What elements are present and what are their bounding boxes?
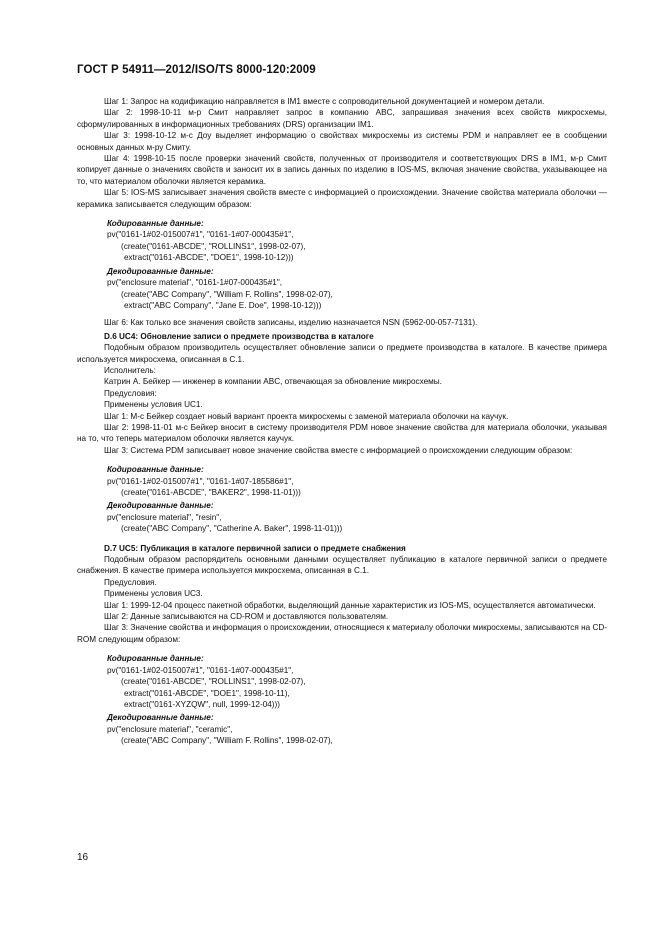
paragraph: Катрин А. Бейкер — инженер в компании ABC, отвечающая за обновление микросхемы. xyxy=(104,377,442,387)
paragraph: Исполнитель: xyxy=(104,365,156,375)
section-heading-d6: D.6 UC4: Обновление записи о предмете производства в каталоге xyxy=(104,331,374,341)
code-line: extract("0161-XYZQW", null, 1999-12-04))) xyxy=(124,699,280,709)
code-line: (create("0161-ABCDE", "BAKER2", 1998-11-01))) xyxy=(121,488,301,497)
code-line: pv("0161-1#02-015007#1", "0161-1#07-000435#1", xyxy=(107,665,294,675)
paragraph: Применены условия UC1. xyxy=(104,400,203,410)
code-line: (create("0161-ABCDE", "ROLLINS1", 1998-02-07), xyxy=(121,677,306,687)
paragraph-step-3: Шаг 3: Система PDM записывает новое значение свойства вместе с информацией о происхождении следующим образом: xyxy=(104,445,573,455)
code-line: pv("enclosure material", "resin", xyxy=(107,512,222,522)
code-line: pv("enclosure material", "ceramic", xyxy=(107,724,233,734)
decoded-data-label: Декодированные данные: xyxy=(107,501,214,511)
code-line: (create("ABC Company", "Catherine A. Baker", 1998-11-01))) xyxy=(121,524,343,534)
encoded-data-label: Кодированные данные: xyxy=(107,219,204,229)
paragraph-step-5: Шаг 5: IOS-MS записывает значения свойств вместе с информацией о происхождении. Значение свойства материала оболочки — керамика записывается следующим образом: xyxy=(77,188,607,209)
encoded-data-label: Кодированные данные: xyxy=(107,465,204,475)
paragraph-step-1: Шаг 1: М-с Бейкер создает новый вариант проекта микросхемы с заменой материала оболочки на каучук. xyxy=(104,411,509,421)
code-line: extract("0161-ABCDE", "DOE1", 1998-10-11), xyxy=(124,688,290,698)
paragraph-step-4: Шаг 4: 1998-10-15 после проверки значений свойств, полученных от производителя и соответствующих DRS в IM1, м-р Смит копирует данные о значениях свойств и заносит их в запись данных по изделию в IOS-MS, включая значение свойства, указывающее на то, что материалом оболочки является керамика. xyxy=(77,154,607,186)
code-line: pv("enclosure material", "0161-1#07-000435#1", xyxy=(107,278,283,288)
code-line: extract("0161-ABCDE", "DOE1", 1998-10-12))) xyxy=(124,253,294,263)
section-heading-d7: D.7 UC5: Публикация в каталоге первичной записи о предмете снабжения xyxy=(104,543,406,553)
page-header-title: ГОСТ Р 54911—2012/ISO/TS 8000-120:2009 xyxy=(77,64,316,76)
paragraph-step-1: Шаг 1: 1999-12-04 процесс пакетной обработки, выделяющий данные характеристик из IOS-MS, осуществляется автоматически. xyxy=(104,600,596,610)
page-number: 16 xyxy=(77,852,89,863)
encoded-data-label: Кодированные данные: xyxy=(107,654,204,664)
decoded-data-label: Декодированные данные: xyxy=(107,713,214,723)
document-body xyxy=(77,96,607,747)
paragraph-step-2: Шаг 2: 1998-10-11 м-р Смит направляет запрос в компанию ABC, запрашивая значения всех свойств микросхемы, сформулированных в информационных требованиях (DRS) организации IM1. xyxy=(77,108,607,129)
code-line: pv("0161-1#02-015007#1", "0161-1#07-000435#1", xyxy=(107,230,294,240)
paragraph: Предусловия. xyxy=(104,577,157,587)
paragraph-step-6: Шаг 6: Как только все значения свойств записаны, изделию назначается NSN (5962-00-057-7131). xyxy=(104,318,478,328)
paragraph-step-1: Шаг 1: Запрос на кодификацию направляется в IM1 вместе с сопроводительной документацией и номером детали. xyxy=(104,97,545,106)
code-line: (create("0161-ABCDE", "ROLLINS1", 1998-02-07), xyxy=(121,241,306,251)
paragraph: Подобным образом производитель осуществляет обновление записи о предмете производства в каталоге. В качестве примера используется микросхема, описанная в С.1. xyxy=(77,343,607,364)
paragraph-step-2: Шаг 2: Данные записываются на CD-ROM и доставляются пользователям. xyxy=(104,612,389,622)
paragraph-step-2: Шаг 2: 1998-11-01 м-с Бейкер вносит в систему производителя PDM новое значение свойства для материала оболочки, указывая на то, что теперь материалом оболочки является каучук. xyxy=(77,422,607,444)
paragraph-step-3: Шаг 3: Значение свойства и информация о происхождении, относящиеся к материалу оболочки микросхемы, записываются на CD-ROM следующим образом: xyxy=(77,623,607,644)
decoded-data-label: Декодированные данные: xyxy=(107,266,214,276)
code-line: (create("ABC Company", "William F. Rollins", 1998-02-07), xyxy=(121,736,333,746)
code-line: extract("ABC Company", "Jane E. Doe", 1998-10-12))) xyxy=(124,300,322,310)
paragraph: Предусловия: xyxy=(104,388,157,398)
paragraph: Подобным образом распорядитель основными данными осуществляет публикацию в каталоге первичной записи о предмете снабжения. В качестве примера используется микросхема, описанная в С.1. xyxy=(77,555,607,576)
code-line: (create("ABC Company", "William F. Rollins", 1998-02-07), xyxy=(121,289,333,299)
code-line: pv("0161-1#02-015007#1", "0161-1#07-185586#1", xyxy=(107,476,294,486)
paragraph: Применены условия UC3. xyxy=(104,589,203,599)
paragraph-step-3: Шаг 3: 1998-10-12 м-с Доу выделяет информацию о свойствах микросхемы из системы PDM и направляет ее в сообщении основных данных м-ру Смиту. xyxy=(77,131,607,152)
